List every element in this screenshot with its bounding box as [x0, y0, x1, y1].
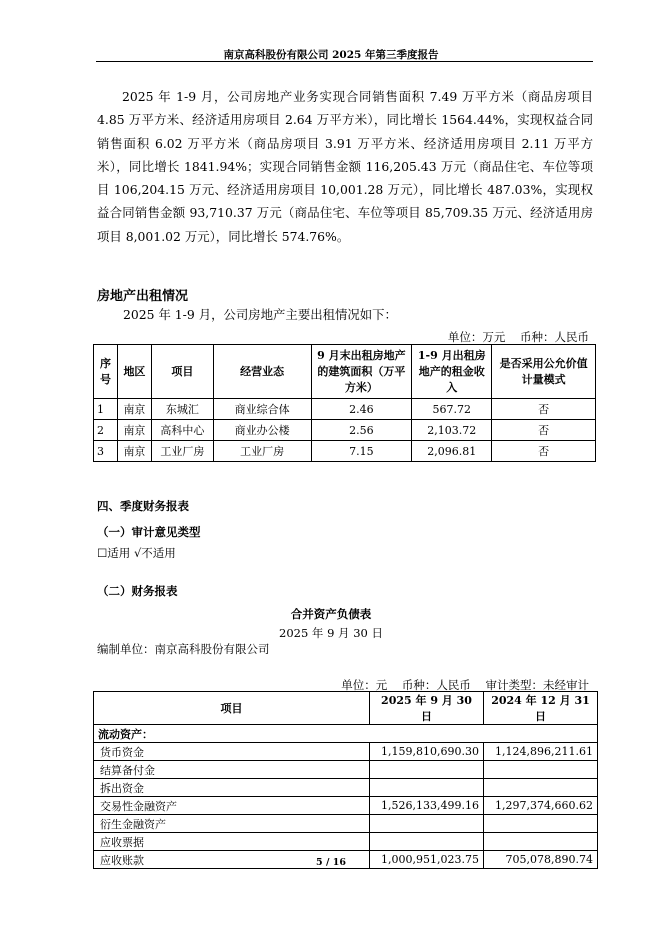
cell-prior: 705,078,890.74: [484, 851, 598, 869]
col-header-current: 2025 年 9 月 30 日: [370, 692, 484, 725]
cell-fair-value: 否: [492, 399, 596, 420]
cell-area: 7.15: [311, 441, 412, 462]
cell-prior: 1,297,374,660.62: [484, 797, 598, 815]
cell-area: 2.56: [311, 420, 412, 441]
table-row: [94, 441, 596, 462]
cell-current: [370, 833, 484, 851]
cell-item: 结算备付金: [94, 761, 370, 779]
cell-fair-value: 否: [492, 420, 596, 441]
cell-prior: [484, 833, 598, 851]
table-row: [94, 743, 598, 761]
section-four-title: 四、季度财务报表: [97, 499, 189, 513]
cell-current: 1,159,810,690.30: [370, 743, 484, 761]
table-row: [94, 761, 598, 779]
cell-project: 高科中心: [151, 420, 213, 441]
cell-rent: 2,096.81: [412, 441, 492, 462]
cell-item: 衍生金融资产: [94, 815, 370, 833]
table-row: [94, 779, 598, 797]
balance-sheet-date: 2025 年 9 月 30 日: [279, 626, 383, 640]
audit-opinion-heading: （一）审计意见类型: [97, 525, 201, 539]
audit-opinion-options: ☐适用 √不适用: [97, 546, 176, 560]
balance-sheet-header-row: [94, 692, 598, 725]
cell-item: 交易性金融资产: [94, 797, 370, 815]
rental-intro: 2025 年 1-9 月，公司房地产主要出租情况如下：: [123, 307, 397, 322]
cell-prior: [484, 779, 598, 797]
balance-sheet-table: [93, 691, 598, 869]
cell-prior: [484, 815, 598, 833]
cell-item: 货币资金: [94, 743, 370, 761]
category-label: 流动资产：: [94, 725, 598, 743]
balance-sheet-company: 编制单位：南京高科股份有限公司: [97, 642, 270, 656]
table-row: [94, 815, 598, 833]
cell-current: 1,000,951,023.75: [370, 851, 484, 869]
rental-unit-line: 单位：万元 币种：人民币: [447, 330, 589, 344]
financial-statements-heading: （二）财务报表: [97, 584, 178, 598]
col-header-prior: 2024 年 12 月 31 日: [484, 692, 598, 725]
cell-no: 3: [94, 441, 118, 462]
col-header-fair-value: 是否采用公允价值计量模式: [492, 345, 596, 399]
cell-current: [370, 761, 484, 779]
cell-prior: 1,124,896,211.61: [484, 743, 598, 761]
cell-business: 商业办公楼: [213, 420, 311, 441]
table-row: [94, 833, 598, 851]
page-number: 5 / 16: [316, 857, 346, 868]
col-header-item: 项目: [94, 692, 370, 725]
cell-item: 应收账款: [94, 851, 370, 869]
cell-region: 南京: [117, 420, 151, 441]
report-header-title: 南京高科股份有限公司 2025 年第三季度报告: [223, 49, 439, 61]
cell-current: [370, 779, 484, 797]
col-header-no: 序号: [94, 345, 118, 399]
cell-no: 1: [94, 399, 118, 420]
table-row: [94, 797, 598, 815]
rental-table-header-row: [94, 345, 596, 399]
cell-rent: 567.72: [412, 399, 492, 420]
balance-sheet-unit-line: 单位：元 币种：人民币 审计类型：未经审计: [341, 678, 589, 692]
rental-table: [93, 344, 596, 462]
rental-section-title: 房地产出租情况: [97, 289, 189, 304]
cell-area: 2.46: [311, 399, 412, 420]
table-row: [94, 399, 596, 420]
balance-sheet-title: 合并资产负债表: [290, 607, 372, 621]
cell-current: 1,526,133,499.16: [370, 797, 484, 815]
col-header-region: 地区: [117, 345, 151, 399]
col-header-area: 9 月末出租房地产的建筑面积（万平方米）: [311, 345, 412, 399]
col-header-project: 项目: [151, 345, 213, 399]
cell-rent: 2,103.72: [412, 420, 492, 441]
sales-paragraph: 2025 年 1-9 月，公司房地产业务实现合同销售面积 7.49 万平方米（商品房项目 4.85 万平方米、经济适用房项目 2.64 万平方米），同比增长 1564.44%，实现权益合同销售面积 6.02 万平方米（商品房项目 3.91 万平方米、经济适用房项目 2.11 万平方米），同比增长 1841.94%；实现合同销售金额 116,205.43 万元（商品住宅、车位等项目 106,204.15 万元、经济适用房项目 10,001.28 万元），同比增长 487.03%，实现权益合同销售金额 93,710.37 万元（商品住宅、车位等项目 85,709.35 万元、经济适用房项目 8,001.02 万元），同比增长 574.76%。: [97, 89, 593, 244]
cell-project: 工业厂房: [151, 441, 213, 462]
col-header-business: 经营业态: [213, 345, 311, 399]
col-header-rent: 1-9 月出租房地产的租金收入: [412, 345, 492, 399]
category-row: [94, 725, 598, 743]
header-divider: [96, 61, 593, 62]
cell-item: 应收票据: [94, 833, 370, 851]
cell-business: 工业厂房: [213, 441, 311, 462]
table-row: [94, 420, 596, 441]
cell-current: [370, 815, 484, 833]
cell-prior: [484, 761, 598, 779]
cell-fair-value: 否: [492, 441, 596, 462]
cell-business: 商业综合体: [213, 399, 311, 420]
cell-no: 2: [94, 420, 118, 441]
cell-region: 南京: [117, 441, 151, 462]
cell-project: 东城汇: [151, 399, 213, 420]
cell-region: 南京: [117, 399, 151, 420]
cell-item: 拆出资金: [94, 779, 370, 797]
